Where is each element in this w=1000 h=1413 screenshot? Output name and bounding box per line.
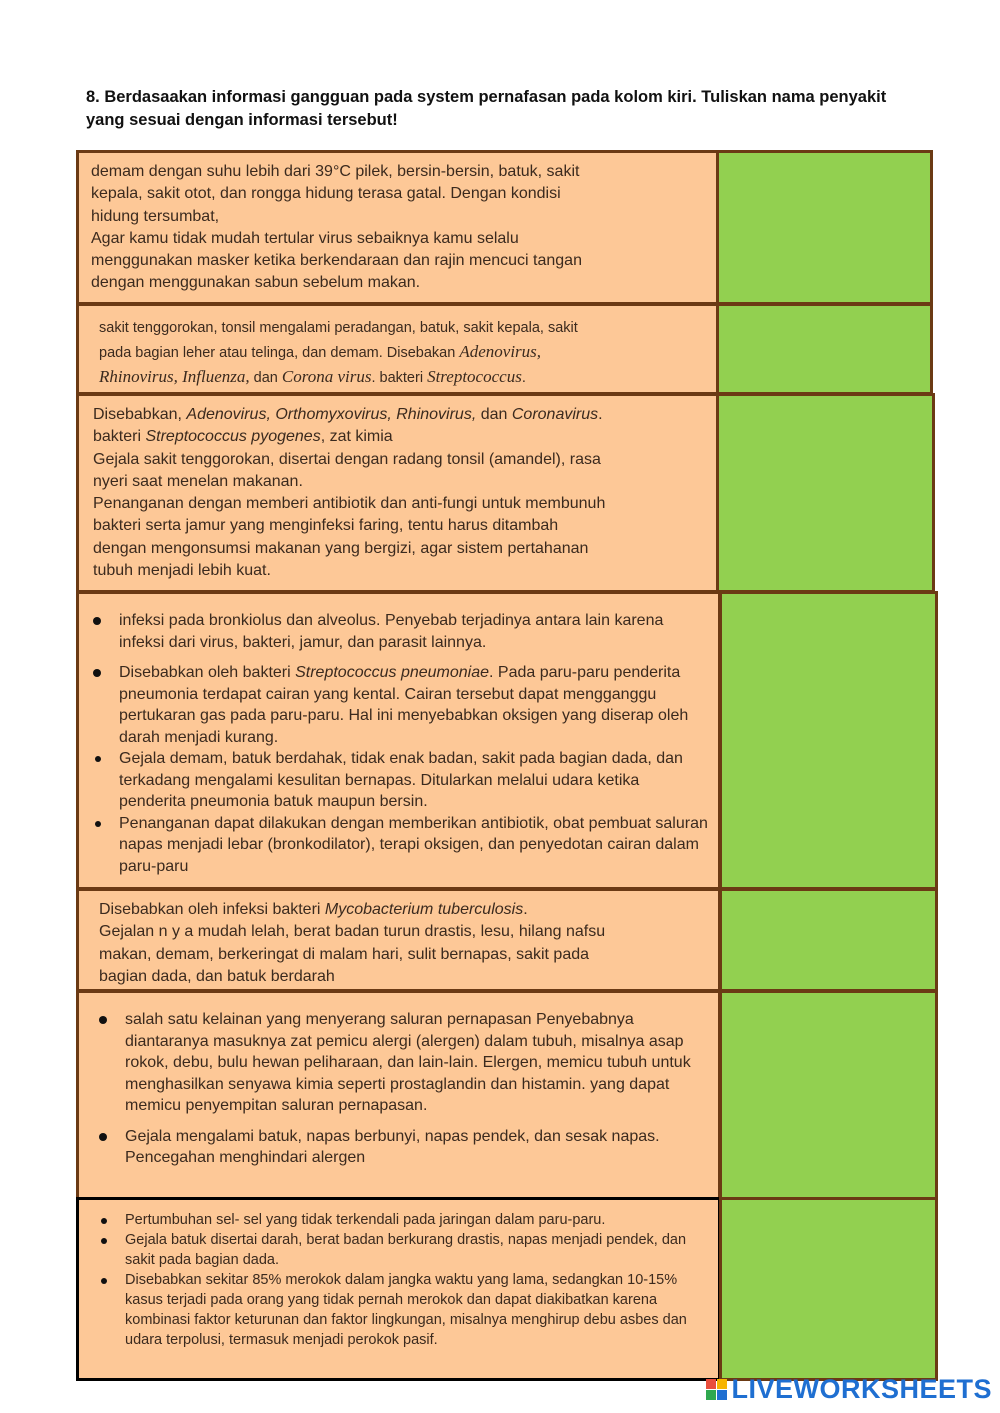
text-line: Gejala sakit tenggorokan, disertai dengan radang tonsil (amandel), rasa: [93, 450, 601, 468]
text-line: bakteri serta jamur yang menginfeksi faring, tentu harus ditambah: [93, 517, 559, 535]
text-line: Disebabkan oleh infeksi bakteri Mycobacterium tuberculosis.: [99, 901, 528, 918]
text-line: Gejalan n y a mudah lelah, berat badan turun drastis, lesu, hilang nafsu: [99, 923, 606, 941]
bullet-icon: [93, 669, 101, 677]
answer-input-4[interactable]: [722, 594, 935, 887]
text-line: hidung tersumbat,: [91, 207, 220, 225]
text-line: bagian dada, dan batuk berdarah: [99, 967, 335, 985]
text-line: menggunakan masker ketika berkendaraan dan rajin mencuci tangan: [91, 252, 582, 270]
bullet-icon: [95, 756, 101, 762]
bullet-icon: [101, 1278, 107, 1284]
bullet-icon: [101, 1218, 107, 1224]
bullet-item: infeksi pada bronkiolus dan alveolus. Penyebab terjadinya antara lain karena infeksi dari virus, bakteri, jamur, dan parasit lainnya.: [83, 610, 710, 653]
bullet-icon: [101, 1238, 107, 1244]
symptom-cell-5: [76, 888, 721, 992]
bullet-icon: [93, 617, 101, 625]
answer-box-2[interactable]: [716, 303, 933, 395]
bullet-item: Gejala demam, batuk berdahak, tidak enak badan, sakit pada bagian dada, dan terkadang mengalami kesulitan bernapas. Ditularkan melalui udara ketika penderita pneumonia batuk maupun bersin.: [83, 748, 710, 813]
text-line: pada bagian leher atau telinga, dan demam. Disebakan Adenovirus,: [99, 342, 542, 361]
answer-box-5[interactable]: [719, 888, 938, 992]
liveworksheets-logo: [706, 1374, 992, 1405]
bullet-item: salah satu kelainan yang menyerang saluran pernapasan Penyebabnya diantaranya masuknya zat pemicu alergi (alergen) dalam tubuh, misalnya asap rokok, debu, bulu hewan peliharaan, dan lain-lain. Elergen, memicu tubuh untuk menghasilkan senyawa kimia seperti prostaglandin dan histamin. yang dapat memicu penyempitan saluran pernapasan.: [89, 1009, 698, 1117]
answer-input-5[interactable]: [722, 891, 935, 989]
answer-input-6[interactable]: [722, 993, 935, 1197]
symptom-cell-3: [76, 393, 719, 593]
answer-input-1[interactable]: [719, 153, 930, 302]
answer-input-7[interactable]: [722, 1200, 935, 1378]
answer-box-7[interactable]: [719, 1197, 938, 1381]
answer-box-3[interactable]: [716, 393, 935, 593]
bullet-item: Pertumbuhan sel- sel yang tidak terkendali pada jaringan dalam paru-paru.: [89, 1210, 698, 1230]
symptom-cell-7: [76, 1197, 721, 1381]
question-instruction: 8. Berdasaakan informasi gangguan pada system pernafasan pada kolom kiri. Tuliskan nama penyakit yang sesuai dengan informasi tersebut!: [86, 88, 887, 129]
text-line: demam dengan suhu lebih dari 39°C pilek, bersin-bersin, batuk, sakit: [91, 163, 580, 180]
text-line: dengan menggunakan sabun sebelum makan.: [91, 274, 421, 292]
text-line: Disebabkan, Adenovirus, Orthomyxovirus, Rhinovirus, dan Coronavirus.: [93, 406, 603, 423]
bullet-item: Disebabkan oleh bakteri Streptococcus pneumoniae. Pada paru-paru penderita pneumonia terdapat cairan yang kental. Cairan tersebut dapat mengganggu pertukaran gas pada paru-paru. Hal ini menyebabkan oksigen yang diserap oleh darah menjadi kurang.: [83, 662, 710, 748]
text-line: bakteri Streptococcus pyogenes, zat kimia: [93, 428, 393, 446]
logo-square: [717, 1379, 727, 1389]
logo-text: LIVEWORKSHEETS: [731, 1374, 992, 1404]
bullet-icon: [95, 821, 101, 827]
text-line: sakit tenggorokan, tonsil mengalami peradangan, batuk, sakit kepala, sakit: [99, 320, 578, 336]
text-line: kepala, sakit otot, dan rongga hidung terasa gatal. Dengan kondisi: [91, 185, 561, 203]
logo-square: [706, 1390, 716, 1400]
text-line: Rhinovirus, Influenza, dan Corona virus. bakteri Streptococcus.: [99, 367, 526, 386]
symptom-cell-6: [76, 990, 721, 1200]
text-line: Agar kamu tidak mudah tertular virus sebaiknya kamu selalu: [91, 229, 519, 247]
bullet-item: Gejala mengalami batuk, napas berbunyi, napas pendek, dan sesak napas. Pencegahan menghindari alergen: [89, 1126, 698, 1169]
answer-box-1[interactable]: [716, 150, 933, 305]
bullet-item: Gejala batuk disertai darah, berat badan berkurang drastis, napas menjadi pendek, dan sakit pada bagian dada.: [89, 1230, 698, 1270]
symptom-cell-4: [76, 591, 721, 890]
symptom-cell-2: [76, 303, 719, 395]
text-line: nyeri saat menelan makanan.: [93, 472, 303, 490]
logo-square: [717, 1390, 727, 1400]
text-line: dengan mengonsumsi makanan yang bergizi, agar sistem pertahanan: [93, 539, 589, 557]
text-line: tubuh menjadi lebih kuat.: [93, 562, 271, 580]
answer-box-6[interactable]: [719, 990, 938, 1200]
bullet-icon: [99, 1133, 107, 1141]
bullet-icon: [99, 1016, 107, 1024]
answer-box-4[interactable]: [719, 591, 938, 890]
text-line: Penanganan dengan memberi antibiotik dan anti-fungi untuk membunuh: [93, 495, 606, 513]
logo-squares-icon: [706, 1379, 727, 1400]
logo-square: [706, 1379, 716, 1389]
answer-input-3[interactable]: [719, 396, 932, 590]
bullet-item: Penanganan dapat dilakukan dengan memberikan antibiotik, obat pembuat saluran napas menjadi lebar (bronkodilator), terapi oksigen, dan penyedotan cairan dalam paru-paru: [83, 813, 710, 878]
bullet-item: Disebabkan sekitar 85% merokok dalam jangka waktu yang lama, sedangkan 10-15% kasus terjadi pada orang yang tidak pernah merokok dan dapat diakibatkan karena kombinasi faktor keturunan dan faktor lingkungan, misalnya menghirup debu asbes dan udara terpolusi, termasuk menjadi perokok pasif.: [89, 1270, 698, 1350]
text-line: makan, demam, berkeringat di malam hari, sulit bernapas, sakit pada: [99, 945, 590, 963]
answer-input-2[interactable]: [719, 306, 930, 392]
symptom-cell-1: [76, 150, 719, 305]
